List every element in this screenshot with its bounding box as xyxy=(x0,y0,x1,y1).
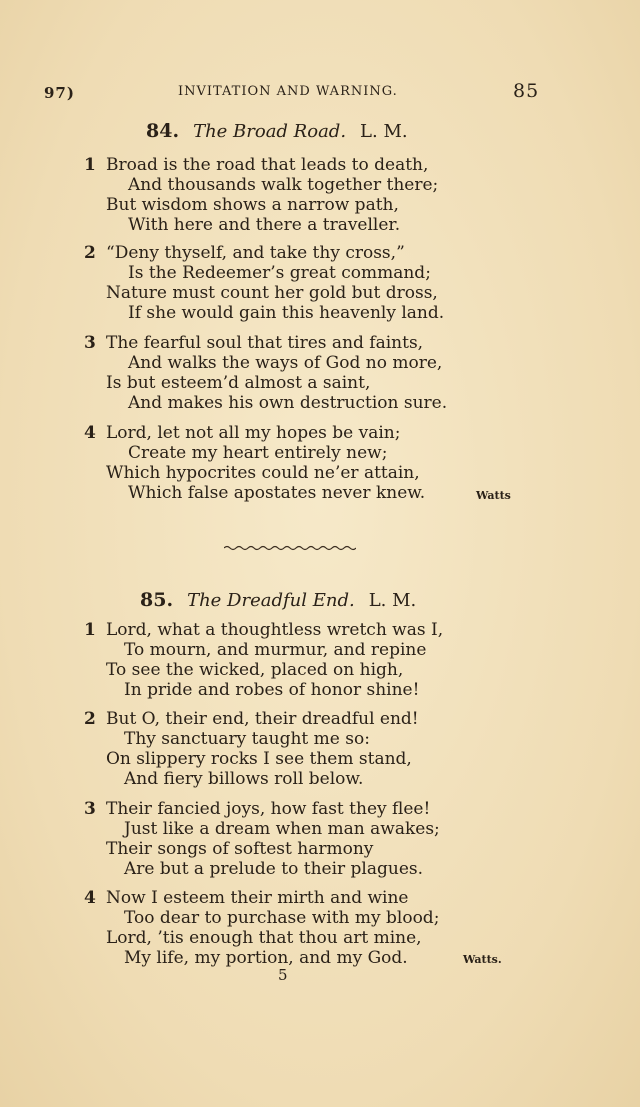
verse-line: Just like a dream when man awakes; xyxy=(124,819,440,839)
hymn-meter: L. M. xyxy=(368,590,417,611)
verse-line: Nature must count her gold but dross, xyxy=(106,283,438,303)
verse-line: And thousands walk together there; xyxy=(128,175,439,195)
hymn-name: The Dreadful End. xyxy=(187,590,355,611)
verse-line: To see the wicked, placed on high, xyxy=(106,660,404,680)
verse-line: Too dear to purchase with my blood; xyxy=(124,908,440,928)
verse-line: But wisdom shows a narrow path, xyxy=(106,195,399,215)
verse-line: My life, my portion, and my God. xyxy=(124,948,408,968)
verse-line: To mourn, and murmur, and repine xyxy=(124,640,427,660)
hymn-title-85 xyxy=(140,589,416,611)
stanza-number: 1 xyxy=(84,155,96,175)
verse-line: If she would gain this heavenly land. xyxy=(128,303,445,323)
stanza-number: 2 xyxy=(84,243,96,263)
verse-line: But O, their end, their dreadful end! xyxy=(106,709,419,729)
verse-line: Create my heart entirely new; xyxy=(128,443,388,463)
attribution: Watts xyxy=(476,489,511,502)
stanza-number: 4 xyxy=(84,423,96,443)
verse-line: Which hypocrites could ne’er attain, xyxy=(106,463,420,483)
verse-line: Which false apostates never knew. xyxy=(128,483,426,503)
verse-line: Are but a prelude to their plagues. xyxy=(124,859,424,879)
verse-line: Their fancied joys, how fast they flee! xyxy=(106,799,431,819)
verse-line: Lord, ’tis enough that thou art mine, xyxy=(106,928,422,948)
running-header: INVITATION AND WARNING. xyxy=(178,84,398,99)
verse-line: Broad is the road that leads to death, xyxy=(106,155,429,175)
attribution: Watts. xyxy=(463,953,502,966)
page-number: 85 xyxy=(513,80,540,102)
verse-line: Their songs of softest harmony xyxy=(106,839,374,859)
verse-line: In pride and robes of honor shine! xyxy=(124,680,420,700)
stanza-number: 1 xyxy=(84,620,96,640)
verse-line: Lord, what a thoughtless wretch was I, xyxy=(106,620,444,640)
verse-line: “Deny thyself, and take thy cross,” xyxy=(106,243,405,263)
header-left-mark: 97) xyxy=(44,84,75,102)
verse-line: And fiery billows roll below. xyxy=(124,769,364,789)
verse-line: And makes his own destruction sure. xyxy=(128,393,448,413)
wavy-divider xyxy=(224,544,356,552)
hymn-meter: L. M. xyxy=(360,121,408,142)
stanza-number: 4 xyxy=(84,888,96,908)
stanza-number: 3 xyxy=(84,333,96,353)
hymn-number: 85. xyxy=(140,589,174,611)
verse-line: Now I esteem their mirth and wine xyxy=(106,888,409,908)
hymn-title-84 xyxy=(146,120,408,142)
verse-line: Is but esteem’d almost a saint, xyxy=(106,373,371,393)
verse-line: Lord, let not all my hopes be vain; xyxy=(106,423,401,443)
stanza-number: 3 xyxy=(84,799,96,819)
verse-line: Is the Redeemer’s great command; xyxy=(128,263,431,283)
verse-line: With here and there a traveller. xyxy=(128,215,401,235)
signature-mark: 5 xyxy=(278,966,288,984)
hymn-number: 84. xyxy=(146,120,180,142)
verse-line: Thy sanctuary taught me so: xyxy=(124,729,370,749)
stanza-number: 2 xyxy=(84,709,96,729)
hymn-name: The Broad Road. xyxy=(193,121,347,142)
verse-line: The fearful soul that tires and faints, xyxy=(106,333,424,353)
verse-line: And walks the ways of God no more, xyxy=(128,353,443,373)
verse-line: On slippery rocks I see them stand, xyxy=(106,749,412,769)
